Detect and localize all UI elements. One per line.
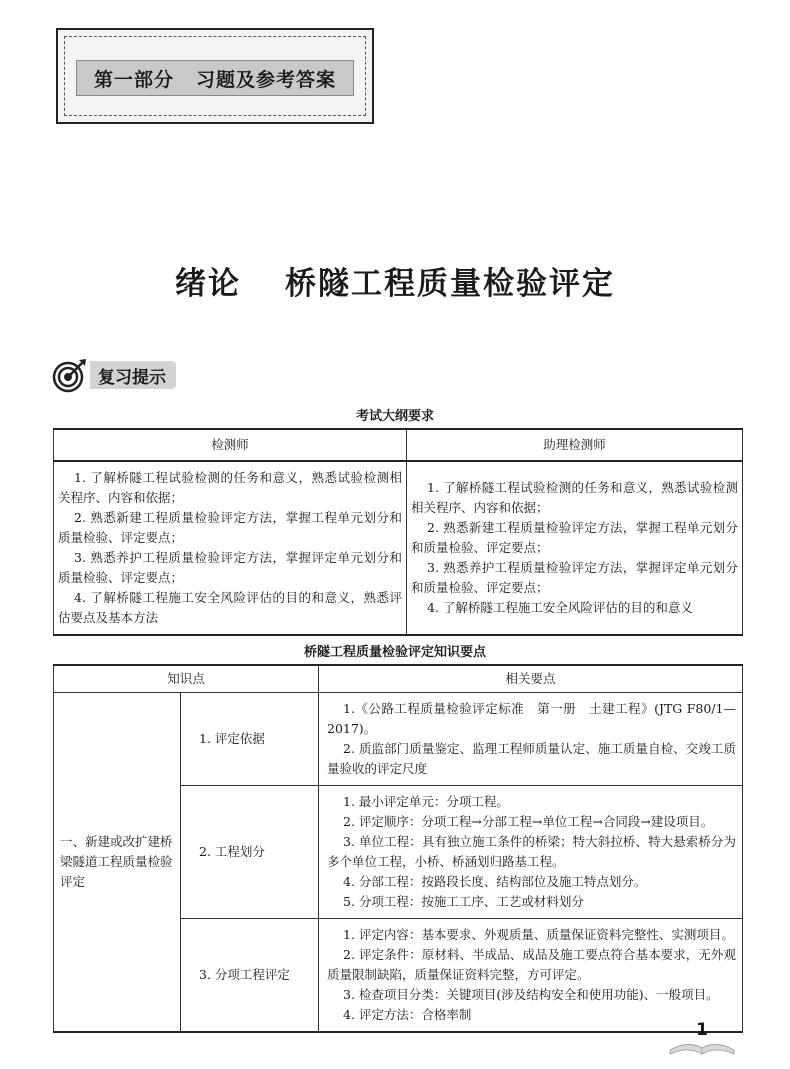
knowledge-point: 4. 分部工程：按路段长度、结构部位及施工特点划分。: [343, 874, 647, 889]
knowledge-points-cell: [319, 919, 743, 1033]
knowledge-header-points: 相关要点: [319, 665, 743, 693]
knowledge-point: 1.《公路工程质量检验评定标准 第一册 土建工程》(JTG F80/1—2017)。: [327, 701, 736, 736]
page-number: 1: [696, 1020, 708, 1040]
target-icon: [52, 357, 88, 393]
knowledge-point: 3. 单位工程：具有独立施工条件的桥梁；特大斜拉桥、特大悬索桥分为多个单位工程，小桥、桥涵划归路基工程。: [327, 834, 736, 869]
review-label: 复习提示: [90, 361, 176, 389]
syllabus-inspector-cell: [54, 461, 407, 635]
knowledge-point: 2. 评定条件：原材料、半成品、成品及施工要点符合基本要求，无外观质量限制缺陷，质量保证资料完整，方可评定。: [327, 947, 736, 982]
syllabus-assistant-item: 1. 了解桥隧工程试验检测的任务和意义，熟悉试验检测相关程序、内容和依据；: [411, 480, 738, 515]
knowledge-point: 4. 评定方法：合格率制: [343, 1007, 472, 1022]
syllabus-assistant-cell: [407, 461, 743, 635]
knowledge-subtopic: 2. 工程划分: [181, 786, 319, 919]
knowledge-subtopic: 3. 分项工程评定: [181, 919, 319, 1033]
part-banner: [56, 28, 374, 124]
syllabus-table: [53, 428, 743, 636]
page-number-block: [662, 1020, 742, 1060]
part-subtitle: 习题及参考答案: [196, 68, 337, 91]
syllabus-caption: 考试大纲要求: [355, 409, 434, 424]
syllabus-inspector-item: 1. 了解桥隧工程试验检测的任务和意义，熟悉试验检测相关程序、内容和依据；: [58, 470, 402, 505]
knowledge-point: 3. 检查项目分类：关键项目(涉及结构安全和使用功能)、一般项目。: [343, 987, 719, 1002]
knowledge-point: 1. 评定内容：基本要求、外观质量、质量保证资料完整性、实测项目。: [343, 927, 734, 942]
syllabus-header-assistant: 助理检测师: [407, 429, 743, 461]
knowledge-caption: 桥隧工程质量检验评定知识要点: [303, 645, 486, 660]
review-tag: [52, 358, 176, 392]
part-banner-label: [76, 60, 354, 96]
syllabus-inspector-item: 4. 了解桥隧工程施工安全风险评估的目的和意义，熟悉评估要点及基本方法: [58, 590, 402, 625]
knowledge-points-cell: [319, 786, 743, 919]
syllabus-header-inspector: 检测师: [54, 429, 407, 461]
syllabus-assistant-item: 2. 熟悉新建工程质量检验评定方法，掌握工程单元划分和质量检验、评定要点；: [411, 520, 738, 555]
chapter-prefix: 绪论: [175, 266, 241, 302]
syllabus-assistant-item: 3. 熟悉养护工程质量检验评定方法，掌握评定单元划分和质量检验、评定要点；: [411, 560, 738, 595]
syllabus-assistant-item: 4. 了解桥隧工程施工安全风险评估的目的和意义: [427, 600, 693, 615]
chapter-title: [0, 258, 790, 303]
syllabus-inspector-item: 2. 熟悉新建工程质量检验评定方法，掌握工程单元划分和质量检验、评定要点；: [58, 510, 402, 545]
knowledge-table: [53, 664, 743, 1033]
knowledge-topic: 一、新建或改扩建桥梁隧道工程质量检验评定: [54, 693, 181, 1033]
part-number: 第一部分: [93, 68, 174, 91]
knowledge-points-cell: [319, 693, 743, 786]
knowledge-header-topic: 知识点: [54, 665, 319, 693]
knowledge-point: 2. 质监部门质量鉴定、监理工程师质量认定、施工质量自检、交竣工质量验收的评定尺度: [327, 741, 736, 776]
knowledge-subtopic: 1. 评定依据: [181, 693, 319, 786]
knowledge-point: 2. 评定顺序：分项工程→分部工程→单位工程→合同段→建设项目。: [343, 814, 714, 829]
knowledge-point: 1. 最小评定单元：分项工程。: [343, 794, 509, 809]
chapter-name: 桥隧工程质量检验评定: [285, 266, 615, 302]
knowledge-point: 5. 分项工程：按施工工序、工艺或材料划分: [343, 894, 584, 909]
syllabus-inspector-item: 3. 熟悉养护工程质量检验评定方法，掌握评定单元划分和质量检验、评定要点；: [58, 550, 402, 585]
